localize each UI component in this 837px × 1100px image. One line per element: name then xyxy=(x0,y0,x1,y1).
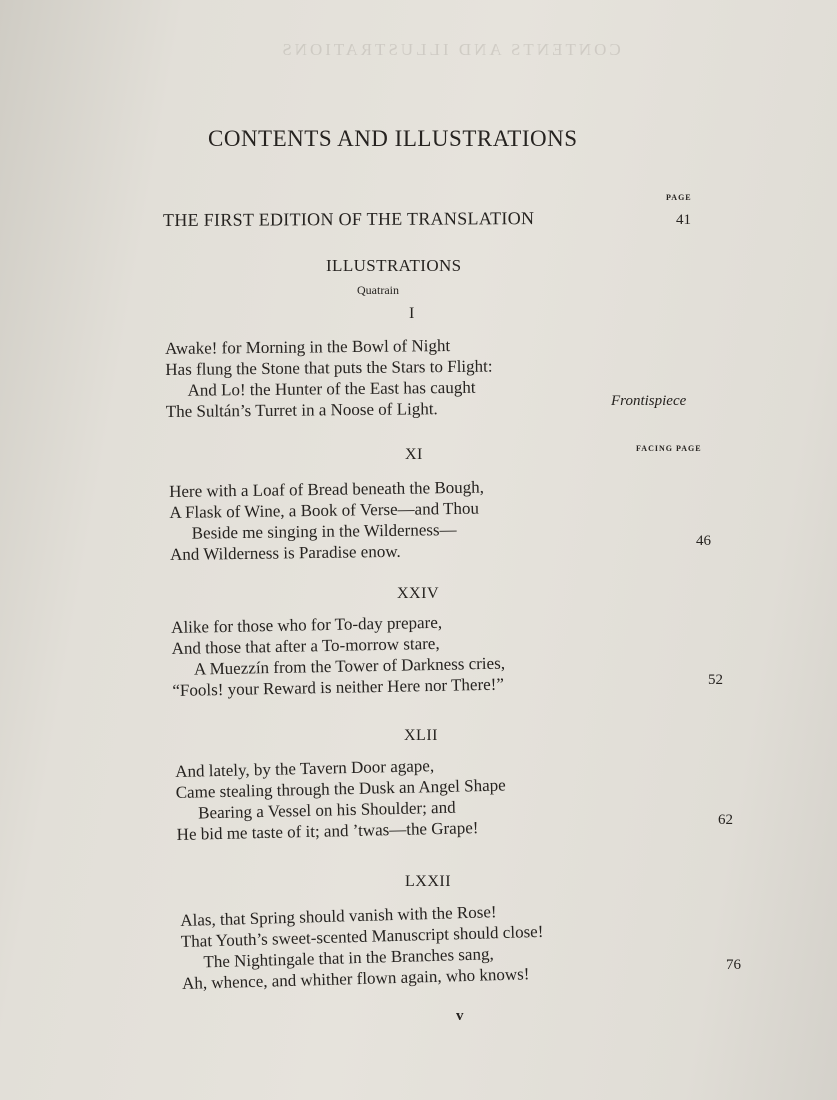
verse-line: Here with a Loaf of Bread beneath the Bough, xyxy=(169,477,485,501)
illustrations-heading: ILLUSTRATIONS xyxy=(326,256,462,275)
quatrain-verse xyxy=(180,900,545,994)
verse-line: Alike for those who for To-day prepare, xyxy=(171,612,443,637)
folio-number: v xyxy=(456,1008,464,1024)
quatrain-numeral: I xyxy=(409,305,415,322)
quatrain-verse xyxy=(171,611,506,701)
verse-line: And lately, by the Tavern Door agape, xyxy=(175,756,435,781)
first-edition-entry: THE FIRST EDITION OF THE TRANSLATION xyxy=(162,208,535,230)
quatrain-numeral: XXIV xyxy=(397,585,439,602)
verse-line: A Flask of Wine, a Book of Verse—and Thou xyxy=(169,498,480,522)
verse-line: Ah, whence, and whither flown again, who knows! xyxy=(181,964,530,993)
frontispiece-label: Frontispiece xyxy=(611,393,687,409)
quatrain-numeral: XI xyxy=(405,446,423,463)
verse-line: And Wilderness is Paradise enow. xyxy=(169,541,401,564)
verse-line: Beside me singing in the Wilderness— xyxy=(191,519,457,543)
quatrain-page-number: 62 xyxy=(718,812,733,828)
quatrain-verse xyxy=(165,335,493,422)
verse-line: And those that after a To-morrow stare, xyxy=(171,633,440,658)
quatrain-numeral: XLII xyxy=(404,727,438,744)
show-through-running-head: CONTENTS AND ILLUSTRATIONS xyxy=(279,40,621,59)
first-edition-page: 41 xyxy=(676,212,691,228)
verse-line: “Fools! your Reward is neither Here nor There!” xyxy=(172,674,505,700)
quatrain-page-number: 76 xyxy=(726,957,741,973)
verse-line: Awake! for Morning in the Bowl of Night xyxy=(165,336,451,358)
verse-line: Bearing a Vessel on his Shoulder; and xyxy=(197,797,456,823)
verse-line: He bid me taste of it; and ’twas—the Grape! xyxy=(176,818,479,844)
quatrain-page-number: 46 xyxy=(696,533,711,549)
quatrain-numeral: LXXII xyxy=(405,873,452,890)
quatrain-verse xyxy=(175,754,507,845)
verse-line: Has flung the Stone that puts the Stars to Flight: xyxy=(165,356,493,379)
page-column-label: PAGE xyxy=(666,193,692,202)
quatrain-verse xyxy=(169,477,485,565)
verse-line: And Lo! the Hunter of the East has caught xyxy=(187,377,476,400)
verse-line: The Sultán’s Turret in a Noose of Light. xyxy=(165,399,438,421)
verse-line: That Youth’s sweet-scented Manuscript should close! xyxy=(180,921,544,951)
page-title: CONTENTS AND ILLUSTRATIONS xyxy=(208,126,578,151)
verse-line: Came stealing through the Dusk an Angel Shape xyxy=(175,775,506,802)
verse-line: The Nightingale that in the Branches sang, xyxy=(203,944,494,972)
quatrain-page-number: 52 xyxy=(708,672,723,688)
quatrain-label: Quatrain xyxy=(357,283,399,297)
verse-line: Alas, that Spring should vanish with the Rose! xyxy=(180,902,497,930)
facing-page-label: FACING PAGE xyxy=(636,444,702,453)
verse-line: A Muezzín from the Tower of Darkness cries, xyxy=(193,653,506,679)
